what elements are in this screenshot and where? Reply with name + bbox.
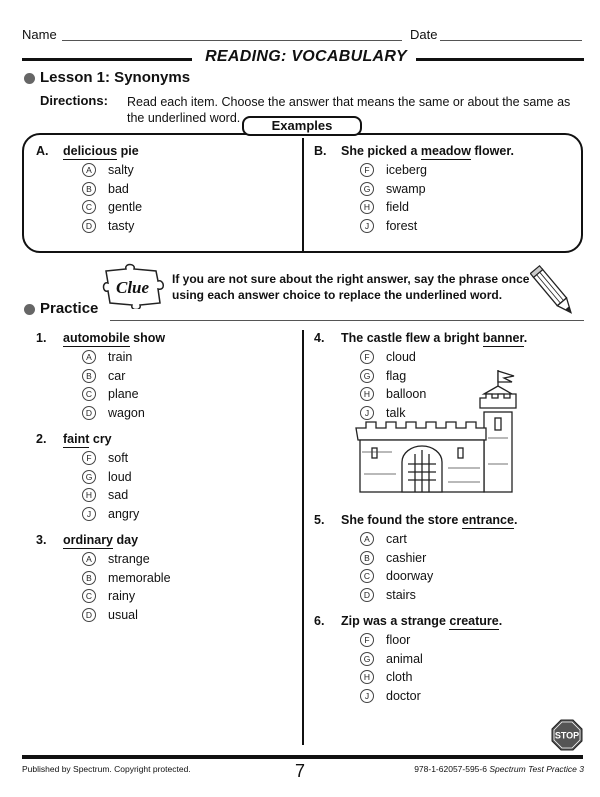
question-text-pre: The castle flew a bright (341, 331, 483, 345)
answer-bubble[interactable]: D (82, 219, 96, 233)
answer-option[interactable] (360, 567, 433, 586)
clue-text: If you are not sure about the right answer, say the phrase once using each answer choice to replace the underlined word. (172, 272, 530, 302)
answer-bubble[interactable]: G (82, 470, 96, 484)
pencil-icon (530, 262, 580, 322)
answer-text: rainy (108, 589, 136, 604)
answer-text: doorway (386, 569, 434, 584)
answer-text: wagon (108, 405, 145, 420)
answer-bubble[interactable]: F (360, 633, 374, 647)
answer-option[interactable] (360, 668, 412, 687)
answer-bubble[interactable]: C (82, 387, 96, 401)
answer-option[interactable] (82, 486, 128, 505)
question-text-post: cry (89, 432, 112, 446)
answer-option[interactable] (82, 161, 134, 180)
answer-option[interactable] (82, 404, 145, 423)
underlined-word: faint (63, 432, 90, 446)
answer-bubble[interactable]: J (360, 689, 374, 703)
answer-text: angry (108, 506, 140, 521)
answer-bubble[interactable]: F (82, 451, 96, 465)
answer-bubble[interactable]: A (82, 552, 96, 566)
question-text-post: . (498, 614, 503, 628)
answer-bubble[interactable]: A (82, 163, 96, 177)
answer-text: sad (108, 488, 129, 503)
answer-text: memorable (108, 570, 171, 585)
answer-text: doctor (386, 688, 421, 703)
directions-label: Directions: (40, 93, 108, 108)
answer-option[interactable] (82, 505, 139, 524)
question-stem (314, 144, 514, 158)
answer-bubble[interactable]: B (82, 182, 96, 196)
answer-text: animal (386, 651, 423, 666)
answer-text: cloud (386, 350, 416, 365)
answer-bubble[interactable]: F (360, 163, 374, 177)
answer-bubble[interactable]: G (360, 182, 374, 196)
question-text-pre: She found the store (341, 513, 462, 527)
answer-text: usual (108, 607, 138, 622)
answer-bubble[interactable]: B (82, 369, 96, 383)
answer-option[interactable] (360, 586, 416, 605)
answer-text: tasty (108, 218, 135, 233)
answer-text: swamp (386, 181, 426, 196)
question-stem (36, 533, 138, 547)
question-stem (314, 614, 502, 628)
underlined-word: delicious (63, 144, 118, 158)
title-rule-right (416, 58, 584, 61)
answer-text: bad (108, 181, 129, 196)
question-number: 5. (314, 513, 325, 527)
answer-bubble[interactable]: A (82, 350, 96, 364)
answer-option[interactable] (82, 550, 150, 569)
page-number: 7 (294, 761, 305, 781)
answer-option[interactable] (360, 530, 407, 549)
underlined-word: ordinary (63, 533, 114, 547)
answer-option[interactable] (360, 687, 421, 706)
footer-book-info (402, 764, 584, 774)
question-text-post: . (513, 513, 518, 527)
answer-text: talk (386, 405, 406, 420)
examples-tab: Examples (242, 116, 362, 136)
answer-bubble[interactable]: B (360, 551, 374, 565)
answer-option[interactable] (360, 198, 409, 217)
answer-bubble[interactable]: G (360, 652, 374, 666)
question-number: 6. (314, 614, 325, 628)
answer-bubble[interactable]: H (82, 488, 96, 502)
footer-book-title: Spectrum Test Practice 3 (489, 764, 584, 774)
question-text-post: . (523, 331, 528, 345)
answer-option[interactable] (82, 468, 132, 487)
answer-bubble[interactable]: J (360, 219, 374, 233)
question-text-pre: Zip was a strange (341, 614, 450, 628)
answer-text: flag (386, 368, 407, 383)
answer-bubble[interactable]: C (82, 589, 96, 603)
answer-option[interactable] (360, 631, 410, 650)
question-number: 1. (36, 331, 47, 345)
question-stem (36, 331, 165, 345)
answer-bubble[interactable]: J (360, 406, 374, 420)
answer-text: floor (386, 633, 411, 648)
answer-option[interactable] (360, 549, 426, 568)
answer-text: strange (108, 552, 150, 567)
question-number: 2. (36, 432, 47, 446)
answer-bubble[interactable]: H (360, 200, 374, 214)
answer-text: car (108, 368, 126, 383)
answer-option[interactable] (82, 348, 132, 367)
name-line[interactable] (62, 40, 402, 41)
answer-text: cart (386, 532, 407, 547)
answer-bubble[interactable]: C (360, 569, 374, 583)
underlined-word: banner (482, 331, 524, 345)
answer-text: plane (108, 387, 139, 402)
footer-copyright: Published by Spectrum. Copyright protected. (22, 764, 191, 774)
directions-text: Read each item. Choose the answer that means the same or about the same as the underlined word. (127, 95, 571, 125)
answer-text: cashier (386, 550, 427, 565)
stop-label: STOP (554, 730, 580, 741)
question-text-post: show (129, 331, 166, 345)
answer-bubble[interactable]: D (82, 406, 96, 420)
question-stem (314, 331, 527, 345)
answer-option[interactable] (82, 180, 129, 199)
answer-option[interactable] (82, 198, 142, 217)
lesson-title: Lesson 1: Synonyms (40, 69, 191, 86)
answer-bubble[interactable]: D (360, 588, 374, 602)
answer-text: gentle (108, 200, 143, 215)
answer-option[interactable] (82, 385, 139, 404)
answer-bubble[interactable]: B (82, 571, 96, 585)
answer-option[interactable] (82, 606, 138, 625)
answer-bubble[interactable]: F (360, 350, 374, 364)
practice-bullet-icon (24, 304, 35, 315)
answer-text: soft (108, 451, 129, 466)
clue-puzzle-icon (100, 263, 168, 309)
underlined-word: meadow (420, 144, 471, 158)
date-line[interactable] (440, 40, 582, 41)
answer-text: salty (108, 163, 134, 178)
question-stem (36, 432, 112, 446)
answer-text: forest (386, 218, 418, 233)
answer-option[interactable] (360, 348, 416, 367)
footer-isbn: 978-1-62057-595-6 (414, 764, 487, 774)
underlined-word: entrance (461, 513, 514, 527)
answer-option[interactable] (82, 587, 135, 606)
question-number: A. (36, 144, 49, 158)
name-label: Name (22, 27, 57, 42)
question-number: 3. (36, 533, 47, 547)
question-number: B. (314, 144, 327, 158)
question-number: 4. (314, 331, 325, 345)
answer-bubble[interactable]: H (360, 670, 374, 684)
answer-option[interactable] (360, 650, 423, 669)
clue-label: Clue (116, 278, 150, 297)
title-rule-left (22, 58, 192, 61)
answer-text: cloth (386, 670, 413, 685)
question-stem (314, 513, 517, 527)
answer-bubble[interactable]: G (360, 369, 374, 383)
practice-title: Practice (40, 300, 99, 317)
examples-divider (302, 138, 304, 251)
answer-text: field (386, 200, 409, 215)
answer-option[interactable] (82, 569, 171, 588)
practice-rule (110, 320, 584, 321)
answer-text: stairs (386, 587, 416, 602)
answer-option[interactable] (82, 217, 134, 236)
answer-bubble[interactable]: D (82, 608, 96, 622)
page-title: READING: VOCABULARY (205, 48, 407, 65)
answer-bubble[interactable]: J (82, 507, 96, 521)
footer-rule (22, 755, 583, 759)
castle-illustration (352, 368, 524, 498)
question-text-post: flower. (470, 144, 514, 158)
answer-option[interactable] (82, 367, 125, 386)
answer-text: iceberg (386, 163, 427, 178)
question-text-post: pie (117, 144, 139, 158)
answer-option[interactable] (82, 449, 128, 468)
question-stem (36, 144, 139, 158)
answer-bubble[interactable]: C (82, 200, 96, 214)
answer-text: loud (108, 469, 132, 484)
lesson-bullet-icon (24, 73, 35, 84)
practice-column-divider (302, 330, 304, 745)
date-label: Date (410, 27, 438, 42)
answer-text: balloon (386, 387, 427, 402)
answer-bubble[interactable]: H (360, 387, 374, 401)
underlined-word: creature (449, 614, 499, 628)
answer-option[interactable] (360, 217, 417, 236)
answer-option[interactable] (360, 180, 426, 199)
question-text-pre: She picked a (341, 144, 421, 158)
question-text-post: day (113, 533, 139, 547)
stop-sign-icon (551, 719, 583, 751)
underlined-word: automobile (63, 331, 130, 345)
answer-bubble[interactable]: A (360, 532, 374, 546)
answer-option[interactable] (360, 161, 427, 180)
answer-text: train (108, 350, 133, 365)
